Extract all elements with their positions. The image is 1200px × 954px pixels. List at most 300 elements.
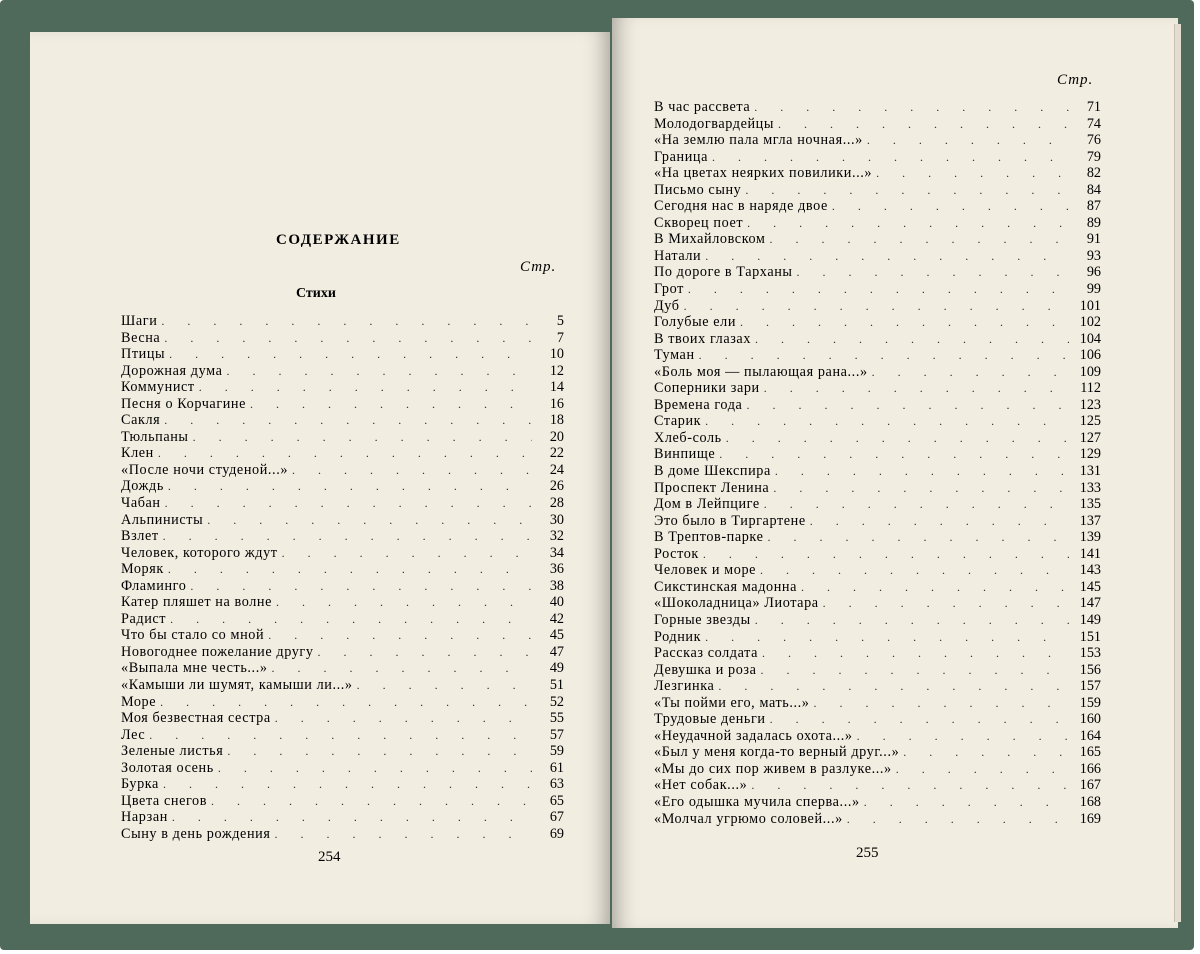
toc-entry bbox=[121, 429, 564, 446]
toc-entry-title: Фламинго bbox=[121, 577, 187, 594]
toc-entry-page: 71 bbox=[1086, 99, 1101, 115]
dot-leader bbox=[164, 330, 532, 347]
toc-entry-page: 157 bbox=[1079, 678, 1101, 695]
toc-entry bbox=[654, 612, 1101, 629]
toc-entry-page: 151 bbox=[1079, 628, 1101, 645]
dot-leader bbox=[847, 811, 1069, 828]
toc-entry-page: 133 bbox=[1079, 479, 1101, 496]
toc-entry-page: 30 bbox=[549, 511, 564, 528]
toc-entry bbox=[654, 744, 1101, 761]
dot-leader bbox=[211, 793, 532, 810]
toc-entry-title: Грот bbox=[654, 281, 684, 298]
toc-entry-title: Скворец поет bbox=[654, 214, 744, 231]
toc-entry bbox=[121, 561, 564, 578]
toc-entry-title: Сыну в день рождения bbox=[121, 825, 271, 842]
dot-leader bbox=[754, 99, 1069, 116]
toc-entry-title: Лезгинка bbox=[654, 678, 715, 695]
dot-leader bbox=[823, 595, 1069, 612]
dot-leader bbox=[199, 379, 532, 396]
page-number-right: 255 bbox=[856, 845, 879, 861]
toc-entry bbox=[121, 826, 564, 843]
toc-entry-title: Бурка bbox=[121, 776, 159, 793]
toc-entry bbox=[654, 132, 1101, 149]
dot-leader bbox=[218, 760, 532, 777]
dot-leader bbox=[272, 660, 532, 677]
dot-leader bbox=[801, 579, 1069, 596]
toc-entry bbox=[654, 231, 1101, 248]
toc-entry-title: Старик bbox=[654, 413, 702, 430]
toc-entry-title: Голубые ели bbox=[654, 314, 737, 331]
toc-entry bbox=[654, 364, 1101, 381]
dot-leader bbox=[718, 678, 1069, 695]
toc-entry-title: «Камыши ли шумят, камыши ли...» bbox=[121, 677, 353, 694]
toc-entry bbox=[121, 710, 564, 727]
toc-entry-page: 145 bbox=[1079, 578, 1101, 595]
toc-entry-page: 69 bbox=[549, 825, 564, 842]
toc-entry-title: Шаги bbox=[121, 313, 158, 329]
toc-entry-page: 129 bbox=[1079, 446, 1101, 463]
toc-entry-page: 112 bbox=[1080, 380, 1101, 397]
toc-entry bbox=[654, 678, 1101, 695]
toc-entry-page: 32 bbox=[549, 528, 564, 545]
dot-leader bbox=[688, 281, 1069, 298]
toc-entry bbox=[121, 396, 564, 413]
toc-entry-title: Сикстинская мадонна bbox=[654, 578, 797, 595]
toc-entry bbox=[654, 264, 1101, 281]
dot-leader bbox=[168, 561, 532, 578]
toc-entry bbox=[654, 314, 1101, 331]
toc-entry-title: Море bbox=[121, 693, 157, 710]
toc-entry bbox=[654, 777, 1101, 794]
toc-entry-page: 123 bbox=[1079, 396, 1101, 413]
toc-entry bbox=[654, 149, 1101, 166]
toc-list-left bbox=[121, 313, 564, 843]
section-title: Стихи bbox=[296, 286, 336, 301]
toc-entry-title: В Михайловском bbox=[654, 231, 766, 248]
toc-entry-page: 16 bbox=[549, 395, 564, 412]
toc-entry bbox=[121, 379, 564, 396]
toc-entry-page: 7 bbox=[556, 329, 564, 346]
toc-entry-title: Винпище bbox=[654, 446, 716, 463]
toc-entry-page: 164 bbox=[1079, 727, 1101, 744]
dot-leader bbox=[318, 644, 532, 661]
toc-entry bbox=[121, 677, 564, 694]
dot-leader bbox=[769, 231, 1069, 248]
toc-entry bbox=[121, 776, 564, 793]
toc-entry-page: 91 bbox=[1086, 231, 1101, 248]
toc-entry-page: 167 bbox=[1079, 777, 1101, 794]
toc-entry-page: 57 bbox=[549, 726, 564, 743]
dot-leader bbox=[903, 744, 1069, 761]
toc-entry-page: 47 bbox=[549, 643, 564, 660]
toc-entry-page: 104 bbox=[1079, 330, 1101, 347]
toc-entry bbox=[654, 430, 1101, 447]
toc-entry-title: Человек, которого ждут bbox=[121, 544, 278, 561]
toc-entry-page: 51 bbox=[549, 677, 564, 694]
toc-entry-page: 99 bbox=[1086, 281, 1101, 298]
toc-entry bbox=[654, 546, 1101, 563]
toc-entry bbox=[654, 562, 1101, 579]
toc-entry bbox=[121, 363, 564, 380]
dot-leader bbox=[867, 132, 1069, 149]
dot-leader bbox=[282, 545, 532, 562]
toc-entry-page: 42 bbox=[549, 610, 564, 627]
toc-entry bbox=[654, 347, 1101, 364]
toc-entry-title: «На цветах неярких повилики...» bbox=[654, 165, 873, 182]
toc-entry-page: 168 bbox=[1079, 793, 1101, 810]
toc-entry-page: 135 bbox=[1079, 496, 1101, 513]
toc-entry-title: Моряк bbox=[121, 561, 164, 578]
toc-entry-page: 76 bbox=[1086, 132, 1101, 149]
toc-entry bbox=[654, 248, 1101, 265]
toc-entry bbox=[121, 809, 564, 826]
dot-leader bbox=[896, 761, 1069, 778]
toc-entry bbox=[121, 727, 564, 744]
toc-entry-title: «Ты пойми его, мать...» bbox=[654, 694, 810, 711]
toc-entry-title: Цвета снегов bbox=[121, 792, 208, 809]
dot-leader bbox=[705, 629, 1069, 646]
toc-entry-page: 160 bbox=[1079, 711, 1101, 728]
toc-entry bbox=[121, 644, 564, 661]
toc-entry bbox=[654, 645, 1101, 662]
toc-entry bbox=[654, 629, 1101, 646]
toc-entry-page: 96 bbox=[1086, 264, 1101, 281]
dot-leader bbox=[149, 727, 532, 744]
dot-leader bbox=[712, 149, 1069, 166]
dot-leader bbox=[268, 627, 532, 644]
toc-entry-title: «Мы до сих пор живем в разлуке...» bbox=[654, 760, 892, 777]
toc-entry bbox=[654, 480, 1101, 497]
toc-entry bbox=[654, 579, 1101, 596]
toc-entry-page: 74 bbox=[1086, 115, 1101, 132]
toc-entry bbox=[654, 298, 1101, 315]
toc-entry-title: Молодогвардейцы bbox=[654, 115, 775, 132]
toc-entry-title: «После ночи студеной...» bbox=[121, 461, 289, 478]
dot-leader bbox=[767, 529, 1069, 546]
toc-entry bbox=[654, 446, 1101, 463]
toc-entry-title: Дорожная дума bbox=[121, 362, 223, 379]
dot-leader bbox=[169, 346, 532, 363]
dot-leader bbox=[740, 314, 1069, 331]
toc-entry-page: 89 bbox=[1086, 214, 1101, 231]
toc-entry-page: 101 bbox=[1079, 297, 1101, 314]
toc-entry bbox=[121, 512, 564, 529]
toc-entry bbox=[654, 761, 1101, 778]
toc-entry bbox=[654, 215, 1101, 232]
toc-entry-title: «Нет собак...» bbox=[654, 777, 748, 794]
toc-entry-page: 147 bbox=[1079, 595, 1101, 612]
dot-leader bbox=[226, 363, 532, 380]
toc-entry-title: Времена года bbox=[654, 396, 743, 413]
toc-entry bbox=[654, 662, 1101, 679]
toc-entry-page: 22 bbox=[549, 445, 564, 462]
toc-entry-title: В доме Шекспира bbox=[654, 463, 771, 480]
toc-entry bbox=[121, 578, 564, 595]
dot-leader bbox=[726, 430, 1069, 447]
dot-leader bbox=[276, 594, 532, 611]
toc-entry-title: Что бы стало со мной bbox=[121, 627, 265, 644]
toc-entry-title: Катер пляшет на волне bbox=[121, 594, 273, 611]
dot-leader bbox=[250, 396, 532, 413]
toc-entry-page: 45 bbox=[549, 627, 564, 644]
toc-entry-page: 34 bbox=[549, 544, 564, 561]
toc-entry-page: 61 bbox=[549, 759, 564, 776]
dot-leader bbox=[857, 728, 1069, 745]
toc-entry bbox=[654, 281, 1101, 298]
toc-entry-title: Взлет bbox=[121, 528, 159, 545]
toc-entry bbox=[654, 99, 1101, 116]
toc-entry-page: 165 bbox=[1079, 744, 1101, 761]
toc-entry-page: 63 bbox=[549, 776, 564, 793]
toc-entry-title: Сегодня нас в наряде двое bbox=[654, 198, 828, 215]
dot-leader bbox=[165, 495, 532, 512]
dot-leader bbox=[778, 116, 1069, 133]
toc-entry-title: Радист bbox=[121, 610, 167, 627]
dot-leader bbox=[274, 826, 532, 843]
toc-entry bbox=[121, 627, 564, 644]
toc-entry-title: «Неудачной задалась охота...» bbox=[654, 727, 853, 744]
toc-entry-page: 106 bbox=[1079, 347, 1101, 364]
dot-leader bbox=[773, 480, 1069, 497]
toc-entry-title: Это было в Тиргартене bbox=[654, 512, 806, 529]
dot-leader bbox=[719, 446, 1069, 463]
dot-leader bbox=[163, 528, 532, 545]
dot-leader bbox=[760, 562, 1069, 579]
dot-leader bbox=[864, 794, 1069, 811]
toc-entry-page: 87 bbox=[1086, 198, 1101, 215]
toc-entry-title: Весна bbox=[121, 329, 161, 346]
dot-leader bbox=[745, 182, 1069, 199]
toc-entry-page: 159 bbox=[1079, 694, 1101, 711]
toc-entry-page: 127 bbox=[1079, 429, 1101, 446]
toc-entry-title: Натали bbox=[654, 247, 702, 264]
toc-entry-title: Рассказ солдата bbox=[654, 645, 759, 662]
toc-entry bbox=[654, 794, 1101, 811]
toc-entry-page: 79 bbox=[1086, 148, 1101, 165]
dot-leader bbox=[172, 809, 532, 826]
toc-entry bbox=[654, 198, 1101, 215]
toc-entry-page: 55 bbox=[549, 710, 564, 727]
toc-entry-title: Лес bbox=[121, 726, 146, 743]
toc-entry-title: Сакля bbox=[121, 412, 161, 429]
dot-leader bbox=[163, 776, 532, 793]
dot-leader bbox=[770, 711, 1069, 728]
toc-entry-title: Родник bbox=[654, 628, 702, 645]
toc-entry-page: 18 bbox=[549, 412, 564, 429]
toc-entry-title: В твоих глазах bbox=[654, 330, 752, 347]
dot-leader bbox=[357, 677, 532, 694]
toc-entry bbox=[654, 496, 1101, 513]
toc-entry-page: 109 bbox=[1079, 363, 1101, 380]
dot-leader bbox=[761, 662, 1069, 679]
toc-entry-page: 49 bbox=[549, 660, 564, 677]
toc-entry-page: 52 bbox=[549, 693, 564, 710]
toc-entry-title: «Шоколадница» Лиотара bbox=[654, 595, 819, 612]
toc-entry-page: 139 bbox=[1079, 529, 1101, 546]
dot-leader bbox=[876, 165, 1069, 182]
toc-entry bbox=[654, 331, 1101, 348]
toc-entry bbox=[654, 529, 1101, 546]
toc-entry-page: 156 bbox=[1079, 661, 1101, 678]
toc-entry-title: Проспект Ленина bbox=[654, 479, 770, 496]
toc-entry-page: 10 bbox=[549, 346, 564, 363]
toc-entry-title: Человек и море bbox=[654, 562, 757, 579]
toc-entry-title: «Боль моя — пылающая рана...» bbox=[654, 363, 868, 380]
dot-leader bbox=[207, 512, 532, 529]
toc-entry bbox=[121, 412, 564, 429]
toc-entry bbox=[654, 463, 1101, 480]
dot-leader bbox=[170, 611, 532, 628]
toc-entry-title: Письмо сыну bbox=[654, 181, 742, 198]
toc-entry-page: 93 bbox=[1086, 247, 1101, 264]
toc-entry-page: 28 bbox=[549, 495, 564, 512]
toc-entry-title: «Молчал угрюмо соловей...» bbox=[654, 810, 843, 827]
page-edges bbox=[1174, 24, 1181, 922]
toc-entry-title: По дороге в Тарханы bbox=[654, 264, 793, 281]
toc-entry bbox=[654, 711, 1101, 728]
toc-entry bbox=[654, 513, 1101, 530]
dot-leader bbox=[814, 695, 1070, 712]
toc-entry bbox=[121, 495, 564, 512]
dot-leader bbox=[764, 496, 1069, 513]
dot-leader bbox=[292, 462, 532, 479]
toc-entry bbox=[121, 313, 564, 330]
toc-entry bbox=[654, 595, 1101, 612]
toc-entry-page: 149 bbox=[1079, 611, 1101, 628]
toc-entry bbox=[654, 116, 1101, 133]
dot-leader bbox=[705, 248, 1069, 265]
dot-leader bbox=[193, 429, 532, 446]
toc-entry-page: 65 bbox=[549, 792, 564, 809]
toc-entry-title: Золотая осень bbox=[121, 759, 214, 776]
toc-entry-title: Дуб bbox=[654, 297, 680, 314]
toc-list-right bbox=[654, 99, 1101, 827]
toc-entry-page: 36 bbox=[549, 561, 564, 578]
toc-entry-page: 102 bbox=[1079, 314, 1101, 331]
dot-leader bbox=[699, 347, 1069, 364]
toc-entry-title: Граница bbox=[654, 148, 708, 165]
toc-entry-page: 166 bbox=[1079, 760, 1101, 777]
toc-entry-title: «Его одышка мучила сперва...» bbox=[654, 793, 860, 810]
dot-leader bbox=[168, 478, 532, 495]
toc-entry-page: 169 bbox=[1079, 810, 1101, 827]
dot-leader bbox=[832, 198, 1069, 215]
toc-entry-title: «На землю пала мгла ночная...» bbox=[654, 132, 863, 149]
toc-entry bbox=[654, 695, 1101, 712]
toc-entry bbox=[654, 165, 1101, 182]
toc-entry bbox=[121, 528, 564, 545]
toc-entry bbox=[121, 462, 564, 479]
dot-leader bbox=[755, 612, 1069, 629]
toc-entry-title: Коммунист bbox=[121, 379, 195, 396]
toc-entry-page: 125 bbox=[1079, 413, 1101, 430]
toc-entry-page: 84 bbox=[1086, 181, 1101, 198]
toc-entry-title: Нарзан bbox=[121, 809, 168, 826]
dot-leader bbox=[684, 298, 1069, 315]
dot-leader bbox=[762, 645, 1069, 662]
toc-entry-page: 143 bbox=[1079, 562, 1101, 579]
toc-entry bbox=[121, 743, 564, 760]
toc-entry-page: 67 bbox=[549, 809, 564, 826]
toc-entry bbox=[121, 478, 564, 495]
toc-entry bbox=[654, 413, 1101, 430]
toc-entry-title: Дом в Лейпциге bbox=[654, 496, 760, 513]
toc-entry-title: Птицы bbox=[121, 346, 166, 363]
dot-leader bbox=[810, 513, 1069, 530]
toc-entry-page: 153 bbox=[1079, 645, 1101, 662]
toc-entry bbox=[654, 811, 1101, 828]
toc-entry-page: 131 bbox=[1079, 463, 1101, 480]
dot-leader bbox=[705, 413, 1069, 430]
toc-entry-title: В Трептов-парке bbox=[654, 529, 764, 546]
toc-entry-page: 141 bbox=[1079, 545, 1101, 562]
dot-leader bbox=[751, 777, 1069, 794]
dot-leader bbox=[275, 710, 532, 727]
dot-leader bbox=[775, 463, 1069, 480]
toc-entry-page: 12 bbox=[549, 362, 564, 379]
toc-entry bbox=[654, 728, 1101, 745]
toc-entry bbox=[121, 660, 564, 677]
toc-entry-title: Дождь bbox=[121, 478, 164, 495]
toc-entry-page: 5 bbox=[556, 313, 564, 329]
toc-entry-title: Чабан bbox=[121, 495, 161, 512]
dot-leader bbox=[746, 397, 1069, 414]
dot-leader bbox=[872, 364, 1069, 381]
toc-entry bbox=[654, 182, 1101, 199]
page-column-label-right: Стр. bbox=[1057, 72, 1094, 88]
page-column-label-left: Стр. bbox=[520, 259, 557, 275]
toc-entry-title: Соперники зари bbox=[654, 380, 760, 397]
toc-entry-page: 137 bbox=[1079, 512, 1101, 529]
toc-entry-title: Тюльпаны bbox=[121, 428, 189, 445]
dot-leader bbox=[755, 331, 1069, 348]
toc-entry bbox=[654, 397, 1101, 414]
toc-entry-title: Хлеб-соль bbox=[654, 429, 722, 446]
contents-heading: СОДЕРЖАНИЕ bbox=[276, 232, 401, 248]
dot-leader bbox=[190, 578, 532, 595]
toc-entry-title: Альпинисты bbox=[121, 511, 204, 528]
dot-leader bbox=[158, 445, 532, 462]
dot-leader bbox=[703, 546, 1069, 563]
toc-entry-title: Росток bbox=[654, 545, 699, 562]
toc-entry bbox=[654, 380, 1101, 397]
dot-leader bbox=[227, 743, 532, 760]
dot-leader bbox=[164, 412, 532, 429]
toc-entry-title: В час рассвета bbox=[654, 99, 751, 115]
toc-entry-title: «Был у меня когда-то верный друг...» bbox=[654, 744, 900, 761]
toc-entry bbox=[121, 694, 564, 711]
toc-entry bbox=[121, 330, 564, 347]
toc-entry-title: Горные звезды bbox=[654, 611, 751, 628]
toc-entry bbox=[121, 545, 564, 562]
toc-entry-page: 82 bbox=[1086, 165, 1101, 182]
toc-entry bbox=[121, 594, 564, 611]
toc-entry bbox=[121, 611, 564, 628]
dot-leader bbox=[797, 264, 1069, 281]
toc-entry-page: 14 bbox=[549, 379, 564, 396]
dot-leader bbox=[747, 215, 1069, 232]
toc-entry-title: Девушка и роза bbox=[654, 661, 757, 678]
toc-entry-title: Трудовые деньги bbox=[654, 711, 766, 728]
toc-entry-title: Зеленые листья bbox=[121, 743, 224, 760]
toc-entry-page: 26 bbox=[549, 478, 564, 495]
dot-leader bbox=[161, 313, 532, 330]
toc-entry-title: «Выпала мне честь...» bbox=[121, 660, 268, 677]
toc-entry-page: 24 bbox=[549, 461, 564, 478]
toc-entry bbox=[121, 445, 564, 462]
toc-entry-page: 38 bbox=[549, 577, 564, 594]
dot-leader bbox=[764, 380, 1069, 397]
